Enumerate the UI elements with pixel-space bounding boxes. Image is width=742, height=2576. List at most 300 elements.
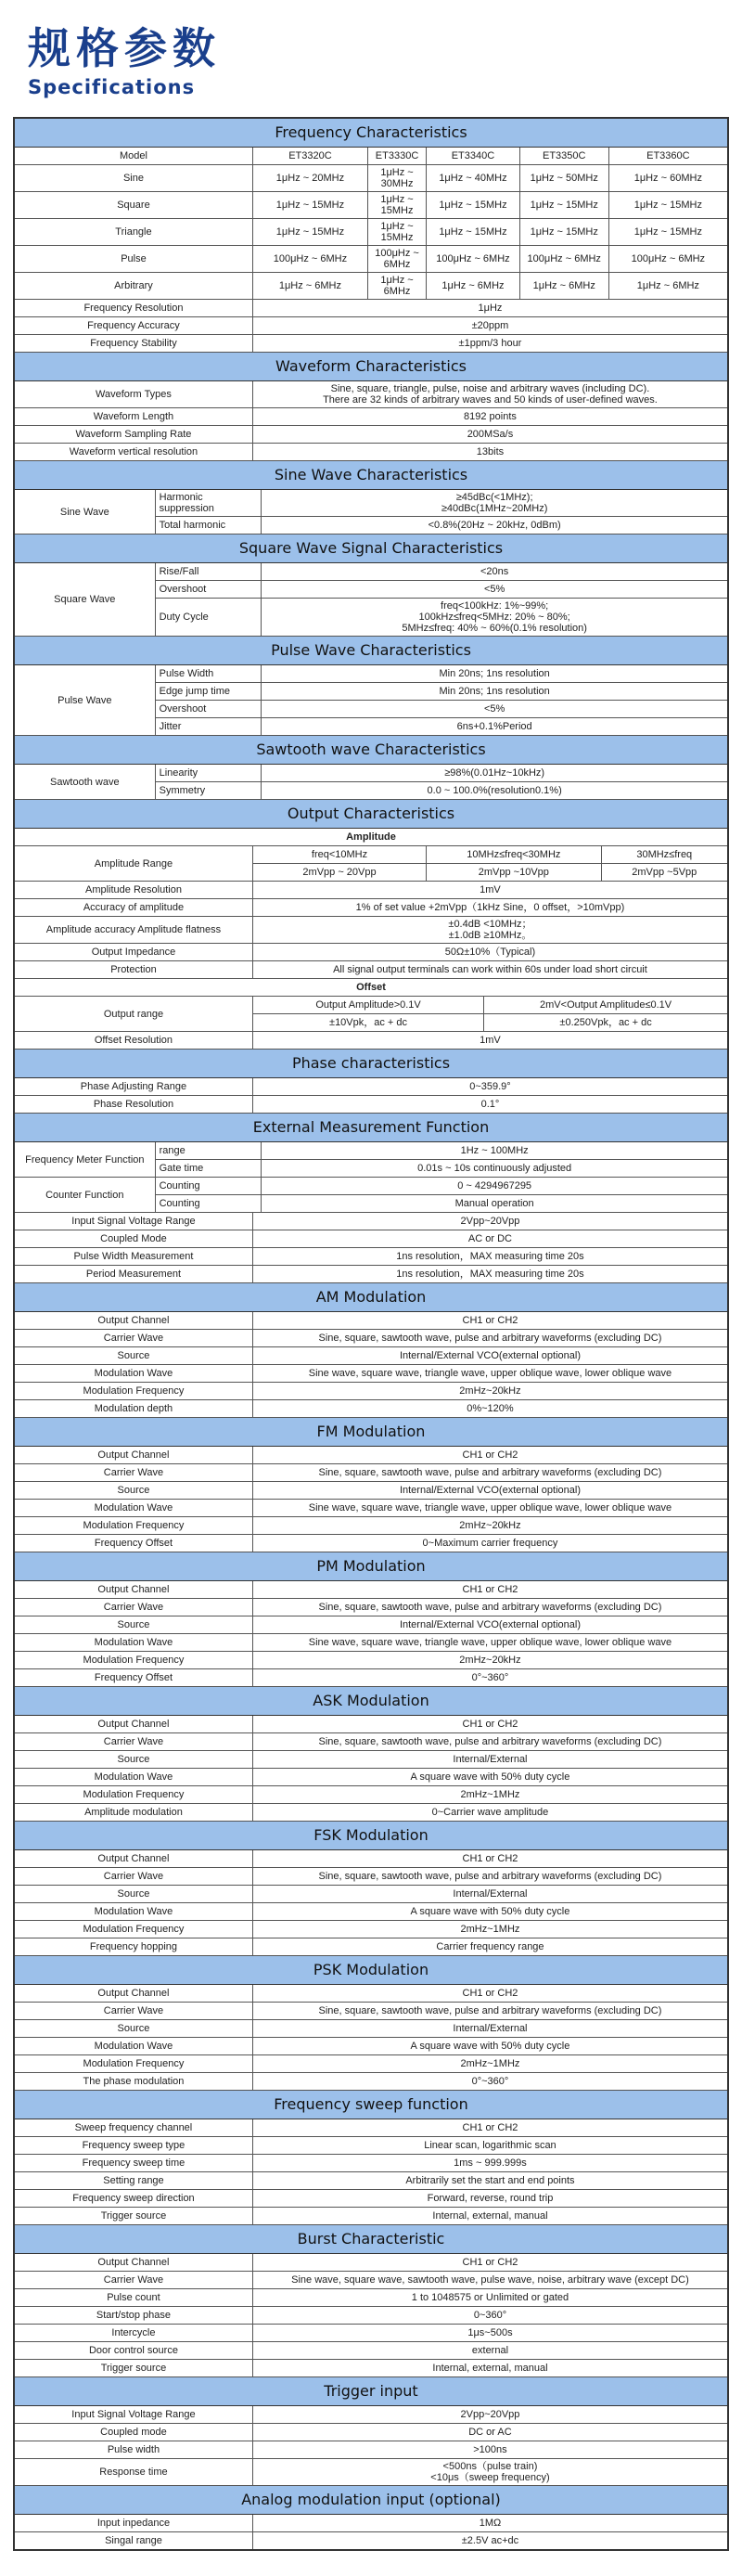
spec-row [14,1365,728,1383]
spec-label: Waveform vertical resolution [14,444,252,461]
spec-row [14,882,728,899]
spec-label: Square [14,192,252,219]
spec-row [14,1178,728,1195]
spec-row [14,2038,728,2055]
spec-row [14,1581,728,1599]
spec-row [14,899,728,917]
model-value-et3340c: 1μHz ~ 6MHz [427,273,520,300]
spec-row [14,1751,728,1769]
spec-label: Frequency sweep time [14,2155,252,2172]
spec-label: Amplitude modulation [14,1804,252,1822]
spec-row [14,2003,728,2020]
model-value-et3320c: ET3320C [252,148,367,165]
subsection-title: Amplitude [14,829,728,846]
spec-value: 1ns resolution，MAX measuring time 20s [252,1266,728,1283]
spec-label: Modulation Frequency [14,1786,252,1804]
spec-value: 0%~120% [252,1400,728,1418]
spec-label: Coupled mode [14,2424,252,2441]
spec-row [14,444,728,461]
spec-row [14,563,728,581]
model-value-et3320c: 1μHz ~ 15MHz [252,192,367,219]
subsection-header-row [14,979,728,997]
spec-label: Pulse width [14,2441,252,2459]
spec-sub-label: Linearity [155,765,262,782]
model-value-et3360c: 100μHz ~ 6MHz [608,246,728,273]
spec-value: Min 20ns; 1ns resolution [262,683,728,701]
offset-band-header: Output Amplitude>0.1V [252,997,483,1014]
section-header-row [14,118,728,148]
section-title: Waveform Characteristics [14,353,728,381]
spec-row [14,2424,728,2441]
spec-group-label: Frequency Meter Function [14,1142,155,1178]
spec-row [14,1500,728,1517]
section-header-row [14,2486,728,2515]
model-value-et3360c: 1μHz ~ 60MHz [608,165,728,192]
spec-value: Internal/External [252,2020,728,2038]
spec-label: Frequency Stability [14,335,252,353]
amplitude-band-value: 2mVpp ~10Vpp [427,864,601,882]
spec-value: freq<100kHz: 1%~99%; 100kHz≤freq<5MHz: 20% ~ 80%; 5MHz≤freq: 40% ~ 60%(0.1% resolution) [262,599,728,637]
spec-label: Carrier Wave [14,1599,252,1616]
spec-value: Internal/External VCO(external optional) [252,1482,728,1500]
spec-sub-label: Jitter [155,718,262,736]
spec-value: 200MSa/s [252,426,728,444]
spec-row [14,1447,728,1464]
spec-row [14,246,728,273]
spec-label: Input Signal Voltage Range [14,1213,252,1230]
spec-row [14,2360,728,2377]
spec-value: 0°~360° [252,2073,728,2091]
spec-value: Sine, square, triangle, pulse, noise and arbitrary waves (including DC). There are 32 kinds of arbitrary waves and 50 kinds of user-defined waves. [252,381,728,408]
spec-label: Amplitude Range [14,846,252,882]
spec-row [14,2515,728,2532]
spec-row [14,273,728,300]
spec-label: The phase modulation [14,2073,252,2091]
spec-row [14,1383,728,1400]
section-title: Trigger input [14,2377,728,2406]
spec-row [14,1786,728,1804]
spec-value: 1MΩ [252,2515,728,2532]
model-value-et3350c: 100μHz ~ 6MHz [519,246,608,273]
spec-row [14,1266,728,1283]
spec-sub-label: Edge jump time [155,683,262,701]
spec-label: Output Channel [14,1850,252,1868]
spec-sub-label: Counting [155,1178,262,1195]
spec-value: 0 ~ 4294967295 [262,1178,728,1195]
spec-value: 2mHz~1MHz [252,1921,728,1938]
spec-label: Trigger source [14,2360,252,2377]
amplitude-band-header: freq<10MHz [252,846,426,864]
spec-label: Period Measurement [14,1266,252,1283]
specifications-table [13,117,729,2551]
spec-row [14,2307,728,2325]
spec-label: Output Impedance [14,944,252,961]
spec-row [14,2254,728,2272]
spec-row [14,2406,728,2424]
spec-value: Sine, square, sawtooth wave, pulse and arbitrary waveforms (excluding DC) [252,1599,728,1616]
spec-row [14,2459,728,2486]
section-header-row [14,461,728,490]
spec-sub-label: Total harmonic [155,517,262,535]
model-value-et3330c: ET3330C [367,148,426,165]
spec-label: Frequency Offset [14,1669,252,1687]
spec-row [14,490,728,517]
spec-row [14,1400,728,1418]
spec-row [14,944,728,961]
spec-label: Amplitude accuracy Amplitude flatness [14,917,252,944]
section-header-row [14,1687,728,1716]
section-title: Pulse Wave Characteristics [14,637,728,665]
spec-value: CH1 or CH2 [252,1581,728,1599]
spec-value: Sine, square, sawtooth wave, pulse and arbitrary waveforms (excluding DC) [252,1330,728,1347]
section-header-row [14,2225,728,2254]
section-title: External Measurement Function [14,1114,728,1142]
spec-value: Internal, external, manual [252,2208,728,2225]
spec-label: Output Channel [14,1312,252,1330]
spec-label: Source [14,1616,252,1634]
spec-sub-label: Pulse Width [155,665,262,683]
section-title: Frequency Characteristics [14,118,728,148]
spec-label: Accuracy of amplitude [14,899,252,917]
spec-row [14,917,728,944]
spec-value: <5% [262,701,728,718]
spec-value: Manual operation [262,1195,728,1213]
model-value-et3330c: 100μHz ~ 6MHz [367,246,426,273]
spec-label: Modulation Wave [14,2038,252,2055]
spec-label: Coupled Mode [14,1230,252,1248]
spec-label: Waveform Sampling Rate [14,426,252,444]
spec-row [14,2119,728,2137]
spec-row [14,335,728,353]
spec-label: Pulse [14,246,252,273]
offset-band-value: ±0.250Vpk，ac + dc [484,1014,728,1032]
spec-row [14,665,728,683]
spec-row [14,381,728,408]
spec-label: Modulation Frequency [14,1383,252,1400]
spec-label: Output Channel [14,1447,252,1464]
spec-row [14,1213,728,1230]
spec-row [14,2532,728,2551]
page-title-chinese: 规格参数 [28,23,221,73]
spec-value: Internal, external, manual [252,2360,728,2377]
spec-label: Model [14,148,252,165]
spec-group-label: Sawtooth wave [14,765,155,800]
spec-value: 1mV [252,1032,728,1050]
spec-group-label: Sine Wave [14,490,155,535]
model-value-et3350c: 1μHz ~ 6MHz [519,273,608,300]
spec-value: CH1 or CH2 [252,1985,728,2003]
spec-row [14,165,728,192]
spec-label: Carrier Wave [14,1330,252,1347]
spec-row [14,1482,728,1500]
section-title: Output Characteristics [14,800,728,829]
spec-value: 1 to 1048575 or Unlimited or gated [252,2289,728,2307]
spec-value: <5% [262,581,728,599]
section-header-row [14,800,728,829]
spec-label: Protection [14,961,252,979]
spec-value: 2mHz~20kHz [252,1383,728,1400]
section-header-row [14,2091,728,2119]
spec-label: Modulation Wave [14,1365,252,1383]
model-value-et3350c: 1μHz ~ 15MHz [519,219,608,246]
spec-value: 2Vpp~20Vpp [252,1213,728,1230]
spec-value: Internal/External VCO(external optional) [252,1616,728,1634]
spec-value: All signal output terminals can work within 60s under load short circuit [252,961,728,979]
spec-row [14,1850,728,1868]
spec-value: 2mHz~20kHz [252,1517,728,1535]
section-title: FM Modulation [14,1418,728,1447]
spec-row [14,1517,728,1535]
spec-row [14,219,728,246]
spec-value: Sine, square, sawtooth wave, pulse and arbitrary waveforms (excluding DC) [252,2003,728,2020]
spec-label: Frequency Offset [14,1535,252,1552]
spec-row [14,2155,728,2172]
section-header-row [14,535,728,563]
spec-label: Modulation Frequency [14,1921,252,1938]
subsection-title: Offset [14,979,728,997]
spec-row [14,408,728,426]
spec-sub-label: Duty Cycle [155,599,262,637]
spec-value: 1mV [252,882,728,899]
spec-label: Source [14,2020,252,2038]
spec-label: Output Channel [14,1716,252,1733]
spec-value: CH1 or CH2 [252,2254,728,2272]
spec-value: Min 20ns; 1ns resolution [262,665,728,683]
spec-row [14,2190,728,2208]
spec-value: Internal/External VCO(external optional) [252,1347,728,1365]
spec-row [14,1985,728,2003]
spec-label: Door control source [14,2342,252,2360]
spec-label: Frequency hopping [14,1938,252,1956]
spec-row [14,426,728,444]
model-value-et3320c: 1μHz ~ 6MHz [252,273,367,300]
model-value-et3320c: 1μHz ~ 15MHz [252,219,367,246]
subsection-header-row [14,829,728,846]
spec-row [14,1096,728,1114]
spec-value: 2mHz~1MHz [252,2055,728,2073]
spec-label: Carrier Wave [14,1733,252,1751]
spec-sub-label: Overshoot [155,701,262,718]
section-title: Sine Wave Characteristics [14,461,728,490]
spec-value: CH1 or CH2 [252,1716,728,1733]
spec-sub-label: Overshoot [155,581,262,599]
spec-value: CH1 or CH2 [252,1447,728,1464]
model-value-et3350c: ET3350C [519,148,608,165]
spec-label: Trigger source [14,2208,252,2225]
spec-label: Frequency sweep direction [14,2190,252,2208]
spec-label: Modulation Wave [14,1634,252,1652]
spec-value: 2mHz~20kHz [252,1652,728,1669]
model-value-et3330c: 1μHz ~ 15MHz [367,219,426,246]
spec-row [14,148,728,165]
spec-row [14,1804,728,1822]
section-header-row [14,1552,728,1581]
spec-row [14,846,728,864]
section-title: PSK Modulation [14,1956,728,1985]
amplitude-band-value: 2mVpp ~5Vpp [601,864,728,882]
section-title: Burst Characteristic [14,2225,728,2254]
amplitude-band-header: 10MHz≤freq<30MHz [427,846,601,864]
model-value-et3350c: 1μHz ~ 15MHz [519,192,608,219]
spec-label: Pulse count [14,2289,252,2307]
spec-row [14,2172,728,2190]
section-title: Sawtooth wave Characteristics [14,736,728,765]
spec-row [14,1347,728,1365]
spec-label: Pulse Width Measurement [14,1248,252,1266]
spec-value: <0.8%(20Hz ~ 20kHz, 0dBm) [262,517,728,535]
spec-group-label: Counter Function [14,1178,155,1213]
spec-row [14,1769,728,1786]
spec-label: Output range [14,997,252,1032]
section-title: Square Wave Signal Characteristics [14,535,728,563]
spec-label: Offset Resolution [14,1032,252,1050]
spec-row [14,2342,728,2360]
spec-label: Sine [14,165,252,192]
spec-row [14,2020,728,2038]
spec-row [14,1716,728,1733]
spec-label: Modulation Frequency [14,1517,252,1535]
spec-value: 1ms ~ 999.999s [252,2155,728,2172]
spec-value: ≥45dBc(<1MHz); ≥40dBc(1MHz~20MHz) [262,490,728,517]
spec-value: 2mHz~1MHz [252,1786,728,1804]
spec-value: 1% of set value +2mVpp（1kHz Sine，0 offset，>10mVpp) [252,899,728,917]
spec-value: <500ns（pulse train) <10μs（sweep frequency) [252,2459,728,2486]
spec-value: DC or AC [252,2424,728,2441]
model-value-et3330c: 1μHz ~ 6MHz [367,273,426,300]
spec-sub-label: Symmetry [155,782,262,800]
spec-row [14,1464,728,1482]
spec-row [14,1535,728,1552]
spec-value: ±0.4dB <10MHz； ±1.0dB ≥10MHz。 [252,917,728,944]
model-value-et3340c: ET3340C [427,148,520,165]
section-header-row [14,1114,728,1142]
page-header [0,0,742,115]
spec-value: Internal/External [252,1886,728,1903]
spec-row [14,1938,728,1956]
spec-row [14,1634,728,1652]
section-title: AM Modulation [14,1283,728,1312]
spec-row [14,1312,728,1330]
spec-value: A square wave with 50% duty cycle [252,1903,728,1921]
spec-label: Modulation depth [14,1400,252,1418]
spec-label: Frequency sweep type [14,2137,252,2155]
spec-row [14,2325,728,2342]
offset-band-value: ±10Vpk，ac + dc [252,1014,483,1032]
spec-row [14,2208,728,2225]
spec-row [14,1652,728,1669]
spec-label: Amplitude Resolution [14,882,252,899]
spec-group-label: Square Wave [14,563,155,637]
spec-row [14,1733,728,1751]
spec-value: 0~360° [252,2307,728,2325]
page-title-english: Specifications [28,76,196,98]
model-value-et3360c: ET3360C [608,148,728,165]
spec-row [14,1599,728,1616]
spec-value: external [252,2342,728,2360]
spec-label: Source [14,1886,252,1903]
spec-label: Input Signal Voltage Range [14,2406,252,2424]
spec-label: Start/stop phase [14,2307,252,2325]
spec-label: Output Channel [14,1985,252,2003]
spec-label: Output Channel [14,1581,252,1599]
spec-label: Modulation Wave [14,1903,252,1921]
spec-value: Sine, square, sawtooth wave, pulse and arbitrary waveforms (excluding DC) [252,1733,728,1751]
section-header-row [14,1418,728,1447]
spec-label: Waveform Length [14,408,252,426]
spec-label: Carrier Wave [14,2003,252,2020]
section-title: PM Modulation [14,1552,728,1581]
spec-value: Sine, square, sawtooth wave, pulse and arbitrary waveforms (excluding DC) [252,1464,728,1482]
spec-row [14,2272,728,2289]
spec-label: Phase Resolution [14,1096,252,1114]
spec-label: Source [14,1482,252,1500]
spec-label: Modulation Wave [14,1769,252,1786]
spec-row [14,317,728,335]
spec-sub-label: range [155,1142,262,1160]
model-value-et3340c: 1μHz ~ 40MHz [427,165,520,192]
model-value-et3320c: 100μHz ~ 6MHz [252,246,367,273]
spec-value: 50Ω±10%（Typical) [252,944,728,961]
spec-value: Arbitrarily set the start and end points [252,2172,728,2190]
spec-row [14,997,728,1014]
spec-value: ±2.5V ac+dc [252,2532,728,2551]
spec-row [14,1616,728,1634]
spec-value: A square wave with 50% duty cycle [252,2038,728,2055]
spec-label: Carrier Wave [14,2272,252,2289]
spec-label: Source [14,1751,252,1769]
spec-label: Singal range [14,2532,252,2551]
spec-value: Linear scan, logarithmic scan [252,2137,728,2155]
spec-value: 0~Maximum carrier frequency [252,1535,728,1552]
spec-row [14,961,728,979]
spec-row [14,1886,728,1903]
spec-label: Setting range [14,2172,252,2190]
model-value-et3360c: 1μHz ~ 15MHz [608,192,728,219]
model-value-et3320c: 1μHz ~ 20MHz [252,165,367,192]
spec-label: Waveform Types [14,381,252,408]
spec-label: Response time [14,2459,252,2486]
spec-value: Forward, reverse, round trip [252,2190,728,2208]
spec-value: A square wave with 50% duty cycle [252,1769,728,1786]
spec-value: 13bits [252,444,728,461]
spec-row [14,192,728,219]
spec-value: 0.1° [252,1096,728,1114]
section-header-row [14,1822,728,1850]
spec-value: Sine, square, sawtooth wave, pulse and arbitrary waveforms (excluding DC) [252,1868,728,1886]
model-value-et3350c: 1μHz ~ 50MHz [519,165,608,192]
spec-row [14,1903,728,1921]
spec-value: Internal/External [252,1751,728,1769]
spec-row [14,1921,728,1938]
section-header-row [14,1956,728,1985]
spec-label: Modulation Frequency [14,2055,252,2073]
spec-value: ≥98%(0.01Hz~10kHz) [262,765,728,782]
spec-row [14,765,728,782]
spec-label: Source [14,1347,252,1365]
spec-sub-label: Gate time [155,1160,262,1178]
spec-row [14,2137,728,2155]
spec-label: Output Channel [14,2254,252,2272]
spec-row [14,1330,728,1347]
spec-value: 0~359.9° [252,1078,728,1096]
spec-label: Triangle [14,219,252,246]
section-title: FSK Modulation [14,1822,728,1850]
spec-value: ±20ppm [252,317,728,335]
spec-row [14,1142,728,1160]
spec-value: Sine wave, square wave, triangle wave, upper oblique wave, lower oblique wave [252,1365,728,1383]
spec-row [14,2289,728,2307]
spec-label: Frequency Accuracy [14,317,252,335]
